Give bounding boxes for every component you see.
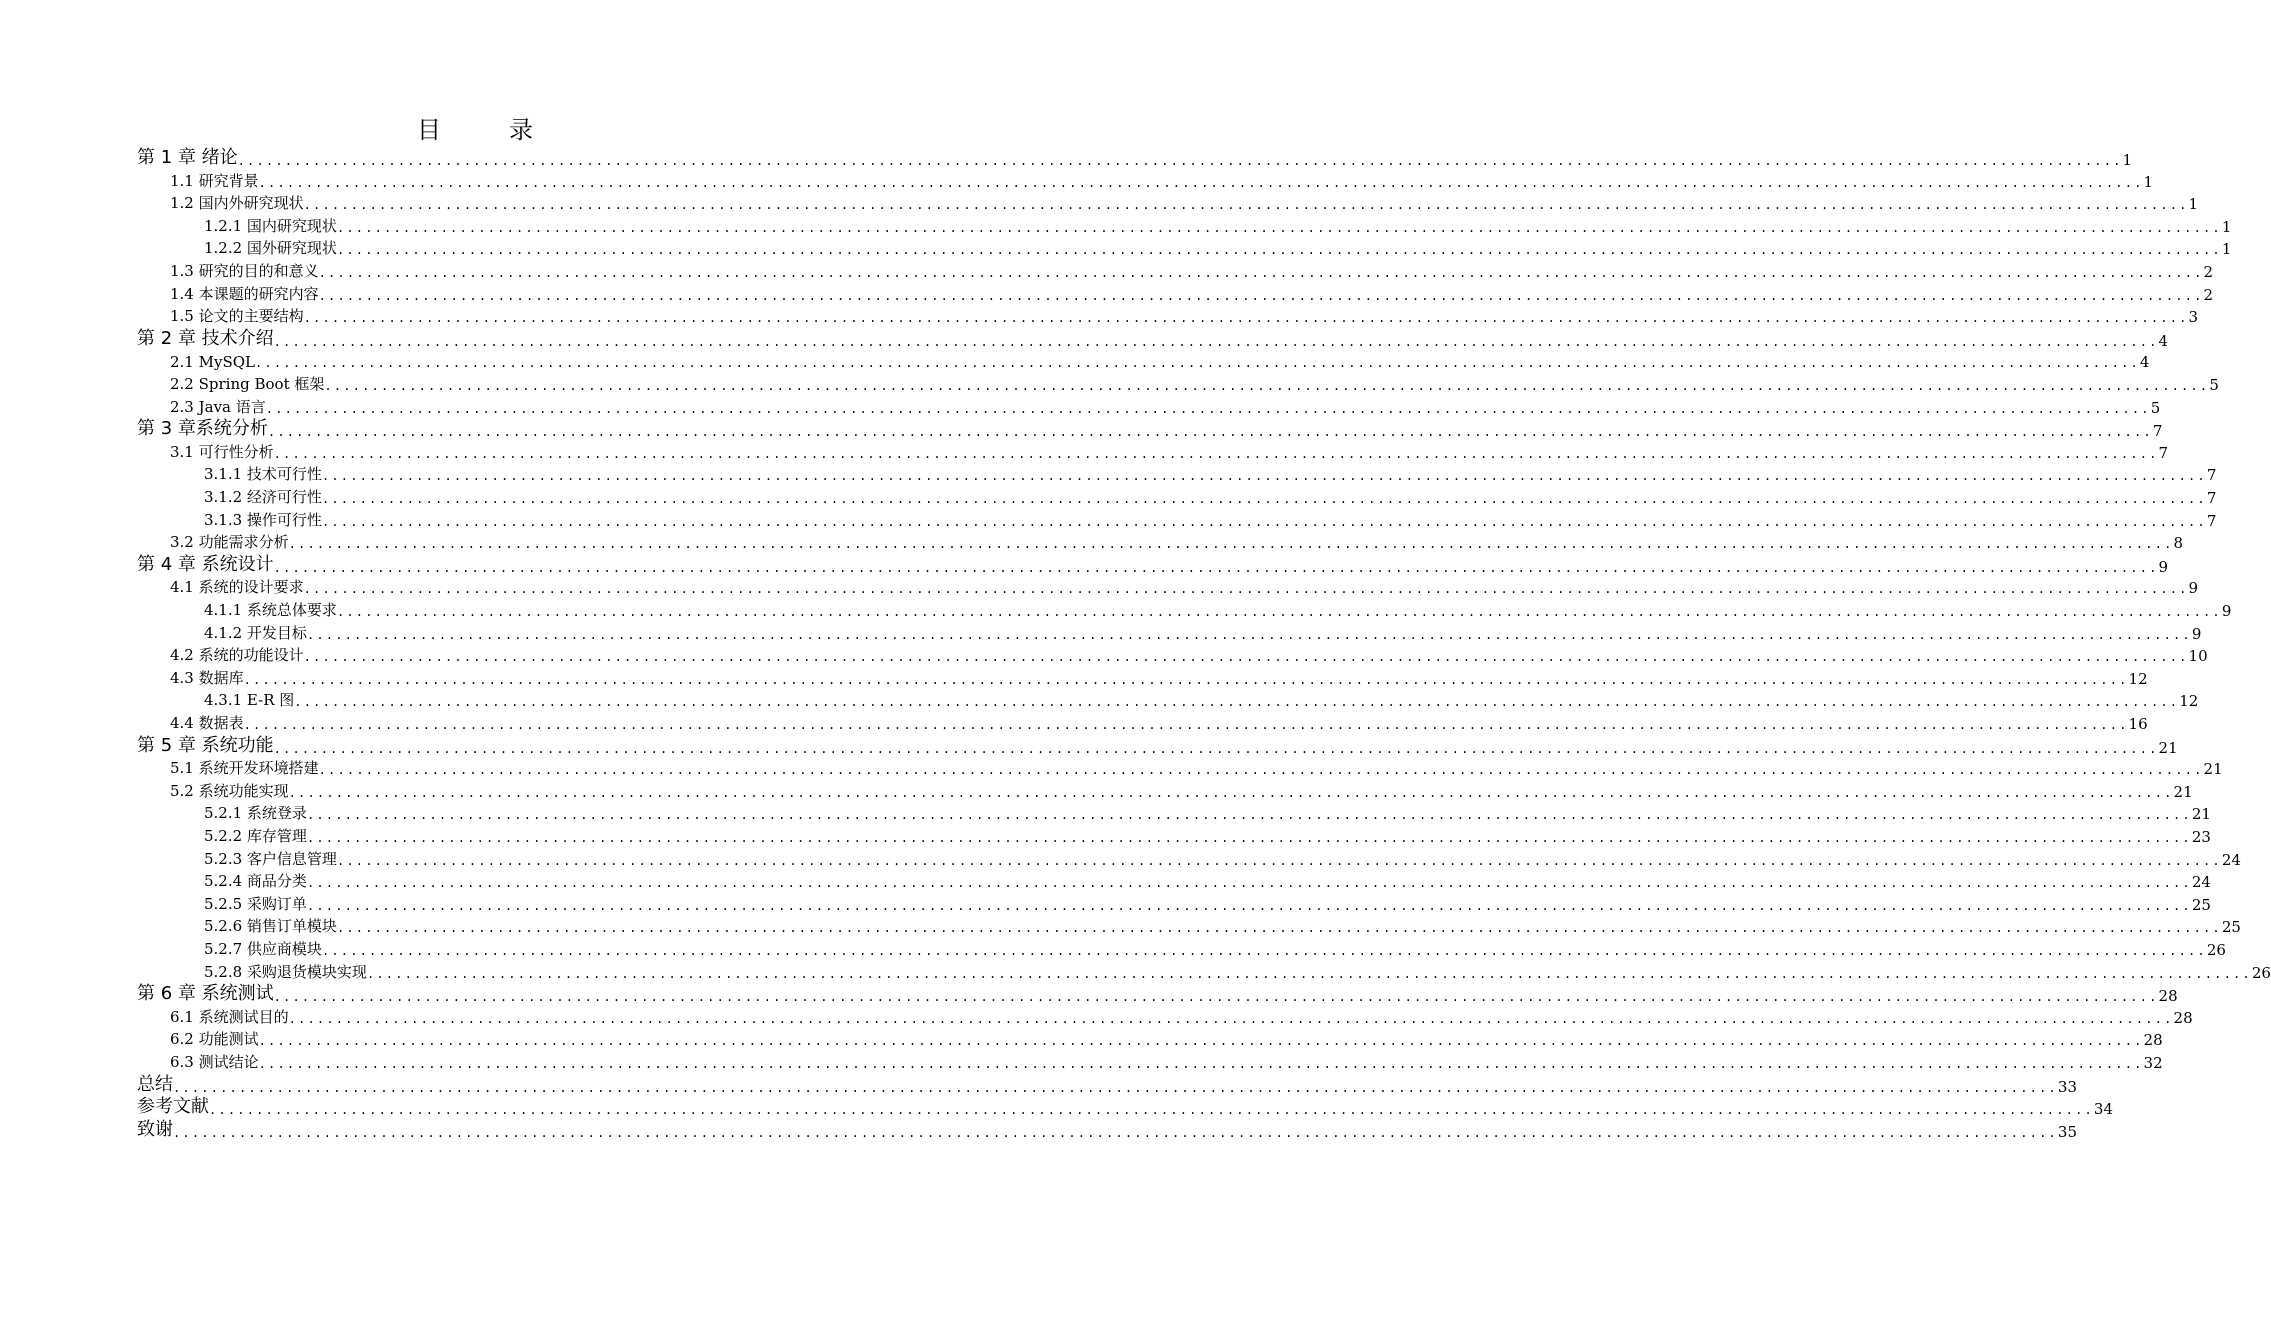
toc-dot-leader: ........................................................................................................................................................................................................ [321, 944, 2207, 958]
toc-entry-title: 1.3 研究的目的和意义 [170, 262, 319, 280]
toc-entry[interactable] [204, 214, 2232, 236]
toc-entry-title: 3.1.1 技术可行性 [204, 465, 322, 484]
toc-entry[interactable] [204, 485, 2217, 507]
toc-entry-page-number: 21 [2191, 805, 2211, 824]
toc-dot-leader: ........................................................................................................................................................................................................ [306, 808, 2192, 823]
toc-entry-title: 2.3 Java 语言 [170, 397, 266, 416]
toc-entry[interactable] [170, 349, 2150, 372]
toc-entry-title: 第 3 章系统分析 [137, 418, 268, 440]
toc-entry-page-number: 24 [2191, 873, 2211, 892]
toc-dot-leader: ........................................................................................................................................................................................................ [303, 582, 2189, 597]
toc-entry-page-number: 1 [2188, 195, 2199, 214]
toc-entry[interactable] [137, 733, 2178, 757]
toc-entry-title: 4.1.1 系统总体要求 [204, 601, 337, 619]
toc-entry-page-number: 28 [2173, 1008, 2193, 1027]
toc-entry-title: 5.1 系统开发环境搭建 [170, 759, 319, 778]
toc-dot-leader: ........................................................................................................................................................................................................ [265, 401, 2151, 416]
toc-entry-title: 6.2 功能测试 [170, 1030, 259, 1049]
toc-entry-page-number: 23 [2191, 828, 2211, 846]
toc-dot-leader: ........................................................................................................................................................................................................ [173, 1125, 2058, 1140]
toc-entry-title: 5.2.5 采购订单 [204, 894, 307, 913]
toc-dot-leader: ........................................................................................................................................................................................................ [273, 334, 2159, 349]
toc-entry-title: 1.1 研究背景 [170, 171, 259, 190]
toc-entry-title: 2.2 Spring Boot 框架 [170, 375, 325, 393]
toc-entry-page-number: 12 [2179, 692, 2199, 711]
toc-entry[interactable] [137, 145, 2133, 169]
toc-entry-title: 5.2.7 供应商模块 [204, 940, 322, 958]
toc-entry-page-number: 7 [2152, 422, 2163, 441]
toc-dot-leader: ........................................................................................................................................................................................................ [318, 288, 2204, 303]
toc-entry[interactable] [204, 937, 2226, 959]
toc-entry-page-number: 9 [2191, 624, 2202, 643]
toc-dot-leader: ........................................................................................................................................................................................................ [243, 718, 2129, 732]
toc-entry[interactable] [204, 598, 2232, 620]
toc-entry[interactable] [170, 1027, 2163, 1050]
toc-entry-page-number: 25 [2221, 918, 2241, 937]
toc-entry-title: 4.3 数据库 [170, 668, 244, 687]
toc-dot-leader: ........................................................................................................................................................................................................ [258, 1034, 2144, 1049]
toc-dot-leader: ........................................................................................................................................................................................................ [321, 492, 2207, 506]
toc-entry[interactable] [170, 440, 2169, 462]
toc-entry[interactable] [204, 688, 2199, 711]
toc-entry-title: 1.2 国内外研究现状 [170, 194, 304, 213]
toc-entry-title: 6.3 测试结论 [170, 1053, 259, 1071]
toc-entry-page-number: 4 [2139, 353, 2150, 372]
toc-dot-leader: ........................................................................................................................................................................................................ [336, 243, 2222, 258]
toc-entry-page-number: 1 [2122, 151, 2133, 169]
toc-dot-leader: ........................................................................................................................................................................................................ [273, 446, 2159, 461]
toc-entry-page-number: 2 [2203, 285, 2214, 304]
toc-dot-leader: ........................................................................................................................................................................................................ [336, 220, 2222, 235]
toc-entry-page-number: 35 [2057, 1122, 2078, 1141]
toc-dot-leader: ........................................................................................................................................................................................................ [288, 1011, 2174, 1026]
toc-entry-page-number: 25 [2191, 895, 2211, 914]
toc-entry[interactable] [137, 1117, 2078, 1141]
toc-entry-title: 3.1 可行性分析 [170, 442, 274, 461]
toc-entry-page-number: 28 [2158, 987, 2178, 1006]
toc-entry[interactable] [170, 666, 2148, 688]
toc-entry-page-number: 21 [2203, 760, 2223, 779]
toc-entry-title: 4.1.2 开发目标 [204, 623, 307, 642]
toc-entry-title: 3.2 功能需求分析 [170, 533, 289, 552]
toc-entry-title: 5.2.2 库存管理 [204, 827, 307, 845]
toc-entry-page-number: 26 [2251, 963, 2271, 982]
toc-dot-leader: ........................................................................................................................................................................................................ [318, 763, 2204, 778]
toc-entry-page-number: 1 [2143, 172, 2154, 191]
toc-entry[interactable] [170, 779, 2193, 801]
toc-entry-title: 总结 [137, 1073, 173, 1095]
toc-entry-page-number: 7 [2206, 511, 2217, 530]
toc-dot-leader: ........................................................................................................................................................................................................ [273, 560, 2159, 575]
toc-entry[interactable] [204, 621, 2202, 643]
toc-dot-leader: ........................................................................................................................................................................................................ [288, 785, 2174, 800]
toc-entry-page-number: 5 [2150, 398, 2161, 417]
toc-entry[interactable] [137, 1072, 2078, 1096]
toc-entry-title: 5.2.4 商品分类 [204, 872, 307, 891]
toc-entry-title: 1.4 本课题的研究内容 [170, 284, 319, 303]
toc-dot-leader: ........................................................................................................................................................................................................ [303, 650, 2189, 665]
toc-entry-page-number: 32 [2143, 1054, 2163, 1072]
toc-entry-page-number: 9 [2221, 602, 2232, 620]
toc-entry-title: 4.4 数据表 [170, 714, 244, 732]
toc-entry-page-number: 9 [2158, 557, 2169, 576]
toc-entry-page-number: 33 [2057, 1077, 2078, 1096]
toc-entry[interactable] [204, 847, 2241, 869]
toc-dot-leader: ........................................................................................................................................................................................................ [237, 154, 2123, 168]
toc-entry-page-number: 28 [2143, 1031, 2163, 1050]
toc-entry-title: 1.5 论文的主要结构 [170, 307, 304, 326]
toc-dot-leader: ........................................................................................................................................................................................................ [306, 831, 2192, 845]
toc-entry-title: 4.1 系统的设计要求 [170, 578, 304, 597]
toc-dot-leader: ........................................................................................................................................................................................................ [306, 876, 2192, 891]
toc-entry[interactable] [204, 236, 2232, 259]
toc-dot-leader: ........................................................................................................................................................................................................ [294, 695, 2180, 710]
toc-entry-page-number: 3 [2188, 308, 2199, 327]
toc-dot-leader: ........................................................................................................................................................................................................ [243, 672, 2129, 687]
toc-entry-page-number: 8 [2173, 534, 2184, 553]
toc-entry[interactable] [137, 981, 2178, 1006]
toc-entry-title: 参考文献 [137, 1096, 209, 1118]
toc-entry-title: 第 1 章 绪论 [137, 147, 238, 168]
toc-entry-page-number: 4 [2158, 331, 2169, 350]
toc-dot-leader: ........................................................................................................................................................................................................ [288, 537, 2174, 552]
toc-dot-leader: ........................................................................................................................................................................................................ [321, 514, 2207, 529]
toc-dot-leader: ........................................................................................................................................................................................................ [258, 1057, 2144, 1071]
toc-entry-title: 4.2 系统的功能设计 [170, 646, 304, 665]
toc-entry-title: 1.2.2 国外研究现状 [204, 239, 337, 258]
toc-entry-page-number: 7 [2206, 466, 2217, 485]
toc-entry-title: 5.2.3 客户信息管理 [204, 849, 337, 868]
toc-dot-leader: ........................................................................................................................................................................................................ [306, 898, 2192, 913]
toc-entry[interactable] [204, 824, 2211, 846]
toc-dot-leader: ........................................................................................................................................................................................................ [303, 198, 2189, 213]
toc-dot-leader: ........................................................................................................................................................................................................ [336, 921, 2222, 936]
toc-entry[interactable] [170, 756, 2223, 779]
toc-entry[interactable] [170, 395, 2161, 417]
toc-entry-title: 5.2 系统功能实现 [170, 781, 289, 800]
toc-dot-leader: ........................................................................................................................................................................................................ [209, 1103, 2094, 1118]
toc-dot-leader: ........................................................................................................................................................................................................ [173, 1080, 2058, 1095]
toc-dot-leader: ........................................................................................................................................................................................................ [303, 311, 2189, 326]
toc-entry-page-number: 26 [2206, 941, 2226, 959]
toc-dot-leader: ........................................................................................................................................................................................................ [306, 627, 2192, 642]
toc-dot-leader: ........................................................................................................................................................................................................ [258, 175, 2144, 190]
toc-entry[interactable] [204, 801, 2211, 824]
toc-dot-leader: ........................................................................................................................................................................................................ [273, 741, 2159, 756]
toc-entry-page-number: 2 [2203, 263, 2214, 281]
toc-entry-page-number: 21 [2173, 782, 2193, 801]
toc-entry[interactable] [170, 1050, 2163, 1072]
toc-dot-leader: ........................................................................................................................................................................................................ [267, 425, 2153, 440]
toc-dot-leader: ........................................................................................................................................................................................................ [255, 356, 2140, 371]
toc-entry-title: 3.1.3 操作可行性 [204, 510, 322, 529]
toc-dot-leader: ........................................................................................................................................................................................................ [318, 266, 2204, 280]
toc-entry[interactable] [204, 892, 2211, 914]
toc-entry-title: 3.1.2 经济可行性 [204, 488, 322, 506]
toc-entry-page-number: 12 [2128, 669, 2148, 688]
toc-entry[interactable] [170, 191, 2199, 214]
toc-entry[interactable] [170, 575, 2199, 598]
toc-dot-leader: ........................................................................................................................................................................................................ [324, 379, 2210, 393]
toc-entry-title: 致谢 [137, 1118, 173, 1140]
toc-dot-leader: ........................................................................................................................................................................................................ [273, 990, 2159, 1005]
toc-entry[interactable] [170, 372, 2219, 394]
toc-entry-title: 5.2.6 销售订单模块 [204, 917, 337, 936]
toc-entry[interactable] [170, 1005, 2193, 1027]
toc-dot-leader: ........................................................................................................................................................................................................ [336, 853, 2222, 868]
toc-entry[interactable] [204, 960, 2271, 982]
toc-entry-page-number: 10 [2188, 647, 2208, 666]
toc-entry-page-number: 1 [2221, 217, 2232, 236]
toc-entry-page-number: 9 [2188, 579, 2199, 598]
toc-title: 目 录 [417, 116, 555, 144]
toc-entry[interactable] [204, 914, 2241, 937]
toc-entry-title: 第 4 章 系统设计 [137, 553, 274, 575]
toc-entry-title: 4.3.1 E-R 图 [204, 691, 295, 710]
toc-entry-title: 第 6 章 系统测试 [137, 983, 274, 1005]
toc-entry-title: 5.2.8 采购退货模块实现 [204, 962, 367, 981]
toc-entry[interactable] [204, 508, 2217, 530]
toc-dot-leader: ........................................................................................................................................................................................................ [321, 469, 2207, 484]
toc-entry[interactable] [170, 643, 2208, 666]
toc-entry[interactable] [170, 282, 2214, 304]
toc-entry[interactable] [170, 169, 2154, 191]
toc-entry-title: 2.1 MySQL [170, 353, 255, 372]
toc-entry-title: 6.1 系统测试目的 [170, 1007, 289, 1026]
toc-entry-page-number: 34 [2093, 1100, 2114, 1119]
toc-entry[interactable] [137, 416, 2163, 441]
toc-entry-title: 5.2.1 系统登录 [204, 804, 307, 823]
toc-entry-page-number: 24 [2221, 850, 2241, 869]
toc-entry-title: 1.2.1 国内研究现状 [204, 216, 337, 235]
toc-entry-title: 第 5 章 系统功能 [137, 734, 274, 756]
toc-entry[interactable] [137, 1094, 2114, 1119]
toc-dot-leader: ........................................................................................................................................................................................................ [336, 605, 2222, 619]
toc-dot-leader: ........................................................................................................................................................................................................ [366, 966, 2252, 981]
toc-entry-page-number: 16 [2128, 715, 2148, 733]
toc-entry[interactable] [137, 552, 2169, 576]
toc-entry-page-number: 5 [2209, 376, 2219, 394]
toc-entry[interactable] [170, 259, 2214, 281]
toc-entry-page-number: 7 [2206, 489, 2217, 507]
toc-entry[interactable] [204, 869, 2211, 892]
toc-entry[interactable] [204, 462, 2217, 485]
toc-entry-page-number: 21 [2158, 738, 2178, 757]
toc-entry-title: 第 2 章 技术介绍 [137, 327, 274, 349]
toc-entry[interactable] [137, 326, 2169, 350]
toc-entry-page-number: 1 [2221, 240, 2232, 259]
toc-entry-page-number: 7 [2158, 443, 2169, 462]
